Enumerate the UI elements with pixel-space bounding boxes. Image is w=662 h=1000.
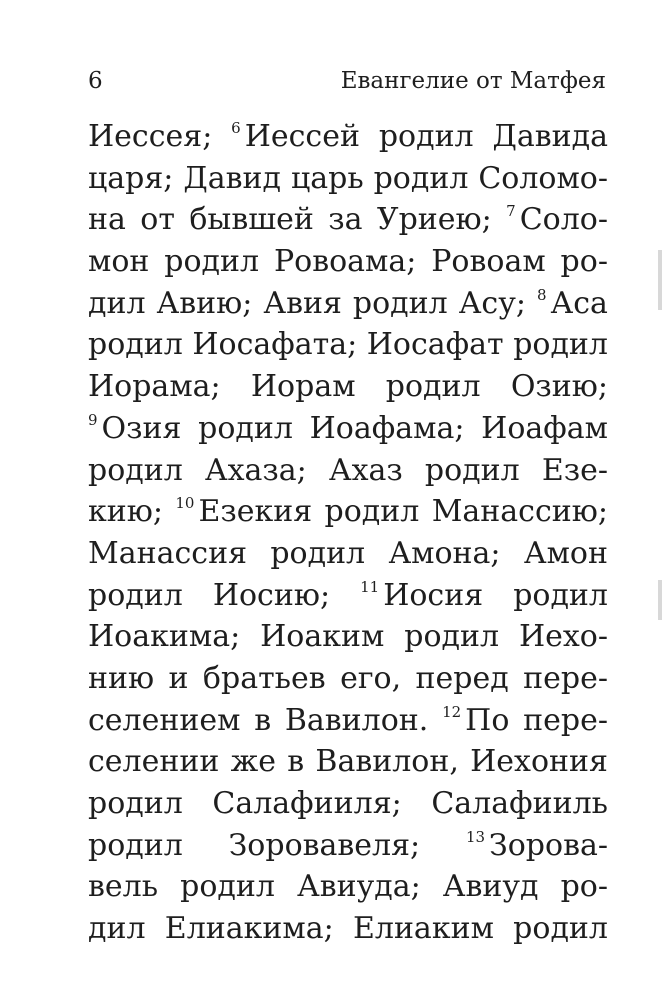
- word: [374, 158, 469, 200]
- word: [291, 158, 364, 200]
- word: [523, 658, 608, 700]
- word: [88, 491, 163, 533]
- word: [88, 324, 183, 366]
- word: [231, 116, 360, 158]
- word: [367, 324, 504, 366]
- word-text: Авию;: [156, 285, 253, 321]
- word-text: родил: [324, 494, 420, 530]
- word: [229, 825, 421, 867]
- word-text: Манассия: [88, 535, 248, 571]
- word-text: царя;: [88, 160, 174, 196]
- word-text: Елиакима;: [164, 911, 334, 947]
- word: [360, 575, 483, 617]
- word: [388, 533, 500, 575]
- word: [212, 783, 401, 825]
- word-text: родил: [513, 577, 608, 613]
- word-text: Иоаким: [260, 619, 385, 655]
- word: [203, 658, 326, 700]
- text-line: [88, 199, 608, 241]
- word: [157, 283, 253, 325]
- word-text: пере-: [523, 702, 608, 738]
- page-edge-shadow: [658, 250, 662, 310]
- word: [263, 283, 342, 325]
- word: [310, 408, 465, 450]
- word-text: родил: [180, 869, 275, 905]
- word-text: от: [140, 202, 175, 238]
- word: [524, 533, 608, 575]
- word-text: родил: [513, 911, 608, 947]
- word: [88, 158, 173, 200]
- word: [523, 700, 608, 742]
- word: [260, 616, 384, 658]
- word: [459, 283, 526, 325]
- word: [88, 866, 158, 908]
- word-text: царь: [290, 160, 364, 196]
- word: [88, 616, 240, 658]
- word-text: пере-: [523, 660, 608, 696]
- word-text: Иосафата;: [192, 327, 358, 363]
- word-text: Ахаз: [328, 452, 403, 488]
- word-text: Зоровавеля;: [228, 827, 421, 863]
- word-text: Езе-: [541, 452, 608, 488]
- word: [443, 866, 539, 908]
- word: [88, 450, 183, 492]
- word-text: Иоафама;: [309, 410, 465, 446]
- word-text: Авиуд: [442, 869, 539, 905]
- page-edge-shadow: [658, 580, 662, 620]
- word: [88, 908, 146, 950]
- word: [425, 450, 520, 492]
- word-text: Иессей: [244, 119, 360, 154]
- word-text: за: [328, 202, 363, 238]
- word-text: Аса: [550, 285, 608, 321]
- word-text: родил: [88, 786, 183, 821]
- word: [513, 908, 608, 950]
- word-text: родил: [270, 535, 366, 571]
- text-line: [88, 575, 608, 617]
- word-text: мон: [88, 244, 150, 280]
- word-text: Вавилон.: [284, 702, 429, 738]
- word: [537, 283, 608, 325]
- word: [88, 575, 183, 617]
- word: [353, 283, 448, 325]
- word: [297, 866, 421, 908]
- word: [416, 658, 509, 700]
- word-text: родил: [88, 452, 183, 488]
- word-text: Иехония: [470, 744, 608, 780]
- word-text: кию;: [88, 494, 163, 530]
- word: [519, 616, 608, 658]
- word-text: в: [254, 702, 272, 738]
- word-text: родил: [373, 160, 469, 196]
- word-text: родил: [164, 244, 260, 280]
- text-line: [88, 700, 608, 742]
- verse-number: 8: [536, 285, 547, 304]
- word: [442, 700, 509, 742]
- word-text: и: [168, 660, 189, 696]
- scripture-text: [88, 116, 608, 950]
- text-line: [88, 741, 608, 783]
- word: [542, 450, 608, 492]
- word: [478, 158, 608, 200]
- word-text: перед: [415, 660, 509, 696]
- word: [251, 366, 356, 408]
- word-text: Иосафат: [366, 327, 504, 363]
- word: [270, 533, 365, 575]
- text-line: [88, 908, 608, 950]
- word-text: Асу;: [458, 285, 526, 321]
- word-text: братьев: [202, 660, 326, 696]
- word: [88, 700, 240, 742]
- word-text: Манассию;: [431, 494, 608, 530]
- text-line: [88, 158, 608, 200]
- word-text: Иосию;: [212, 577, 331, 613]
- word-text: родил: [88, 577, 183, 613]
- word-text: Давида: [492, 119, 608, 154]
- word-text: дил: [88, 911, 146, 947]
- word-text: Ахаза;: [204, 452, 307, 488]
- word-text: родил: [88, 827, 183, 863]
- verse-number: 9: [88, 410, 98, 429]
- word-text: Иорам: [250, 369, 356, 405]
- verse-number: 12: [442, 702, 462, 721]
- text-line: [88, 324, 608, 366]
- word: [205, 450, 307, 492]
- word: [274, 241, 416, 283]
- word-text: Зорова-: [489, 827, 608, 863]
- word-text: Озию;: [510, 369, 608, 405]
- word: [325, 491, 420, 533]
- word: [175, 491, 312, 533]
- word: [180, 866, 275, 908]
- text-line: [88, 825, 608, 867]
- word-text: родил: [378, 119, 474, 154]
- word-text: Соломо-: [478, 160, 608, 196]
- word: [88, 825, 183, 867]
- word-text: его,: [340, 660, 402, 696]
- word: [198, 408, 293, 450]
- word: [88, 408, 181, 450]
- word: [506, 199, 608, 241]
- word-text: По: [465, 702, 510, 738]
- word: [164, 241, 259, 283]
- word-text: ро-: [560, 244, 608, 280]
- word: [432, 491, 608, 533]
- word: [213, 575, 330, 617]
- word-text: родил: [385, 369, 481, 405]
- word-text: Амона;: [388, 535, 501, 571]
- verse-number: 13: [465, 827, 486, 846]
- word-text: Езекия: [198, 494, 313, 530]
- word: [511, 366, 608, 408]
- word: [561, 241, 608, 283]
- text-line: [88, 408, 608, 450]
- text-line: [88, 116, 608, 158]
- text-line: [88, 241, 608, 283]
- word-text: Ровоама;: [273, 244, 417, 280]
- word-text: родил: [513, 327, 608, 363]
- word: [377, 199, 492, 241]
- word: [254, 700, 271, 742]
- text-line: [88, 491, 608, 533]
- word: [287, 741, 304, 783]
- word-text: Салафииля;: [212, 786, 402, 821]
- word: [513, 575, 608, 617]
- word: [379, 116, 474, 158]
- word: [466, 825, 608, 867]
- word: [88, 283, 146, 325]
- word-text: Елиаким: [352, 911, 494, 947]
- word: [231, 741, 276, 783]
- word-text: родил: [424, 452, 520, 488]
- word-text: родил: [352, 285, 448, 321]
- word: [88, 741, 219, 783]
- word: [183, 158, 281, 200]
- word-text: Салафииль: [431, 786, 608, 821]
- word: [431, 241, 545, 283]
- word-text: родил: [404, 619, 500, 655]
- text-line: [88, 616, 608, 658]
- word-text: Иоафам: [481, 410, 608, 446]
- word-text: дил: [88, 285, 146, 321]
- word-text: Соло-: [519, 202, 608, 238]
- word: [404, 616, 499, 658]
- word: [315, 741, 458, 783]
- word-text: родил: [88, 327, 183, 363]
- text-line: [88, 533, 608, 575]
- verse-number: 6: [231, 119, 241, 137]
- text-line: [88, 783, 608, 825]
- word: [328, 199, 362, 241]
- word-text: селении: [88, 744, 220, 780]
- text-line: [88, 866, 608, 908]
- word-text: Иессея;: [88, 119, 213, 154]
- word-text: Авия: [263, 285, 342, 321]
- word: [492, 116, 608, 158]
- word-text: Амон: [523, 535, 608, 571]
- word: [353, 908, 494, 950]
- word: [192, 324, 357, 366]
- word: [329, 450, 403, 492]
- verse-number: 10: [175, 494, 195, 513]
- text-line: [88, 450, 608, 492]
- word: [340, 658, 401, 700]
- word: [470, 741, 608, 783]
- word-text: Иехо-: [518, 619, 608, 655]
- word-text: селением: [88, 702, 241, 738]
- word-text: Авиуда;: [296, 869, 421, 905]
- word-text: Иоакима;: [88, 619, 241, 655]
- text-line: [88, 366, 608, 408]
- word: [88, 658, 154, 700]
- word-text: Уриею;: [376, 202, 492, 238]
- text-line: [88, 283, 608, 325]
- word-text: Иосия: [383, 577, 484, 613]
- word-text: же: [230, 744, 276, 780]
- text-line: [88, 658, 608, 700]
- word: [88, 116, 212, 158]
- word-text: Ровоам: [431, 244, 546, 280]
- word: [513, 324, 608, 366]
- word-text: на: [88, 202, 126, 238]
- word: [88, 199, 126, 241]
- word-text: родил: [198, 410, 293, 446]
- word-text: вель: [88, 869, 159, 905]
- word-text: Вавилон,: [315, 744, 459, 780]
- word: [88, 533, 247, 575]
- word: [165, 908, 334, 950]
- word: [140, 199, 175, 241]
- word-text: ро-: [560, 869, 608, 905]
- word: [285, 700, 428, 742]
- word: [88, 241, 149, 283]
- word: [88, 783, 183, 825]
- verse-number: 7: [506, 202, 516, 221]
- word: [386, 366, 481, 408]
- word-text: Озия: [101, 410, 182, 446]
- word: [169, 658, 189, 700]
- word: [561, 866, 608, 908]
- word-text: нию: [88, 660, 155, 696]
- word-text: в: [287, 744, 305, 780]
- verse-number: 11: [360, 577, 380, 596]
- word: [431, 783, 608, 825]
- running-head-title: Евангелие от Матфея: [340, 68, 606, 94]
- word: [88, 366, 221, 408]
- page-number: 6: [88, 68, 103, 94]
- word: [189, 199, 313, 241]
- word-text: Давид: [183, 160, 281, 196]
- word-text: Иорама;: [88, 369, 221, 405]
- word-text: бывшей: [189, 202, 314, 238]
- word: [481, 408, 608, 450]
